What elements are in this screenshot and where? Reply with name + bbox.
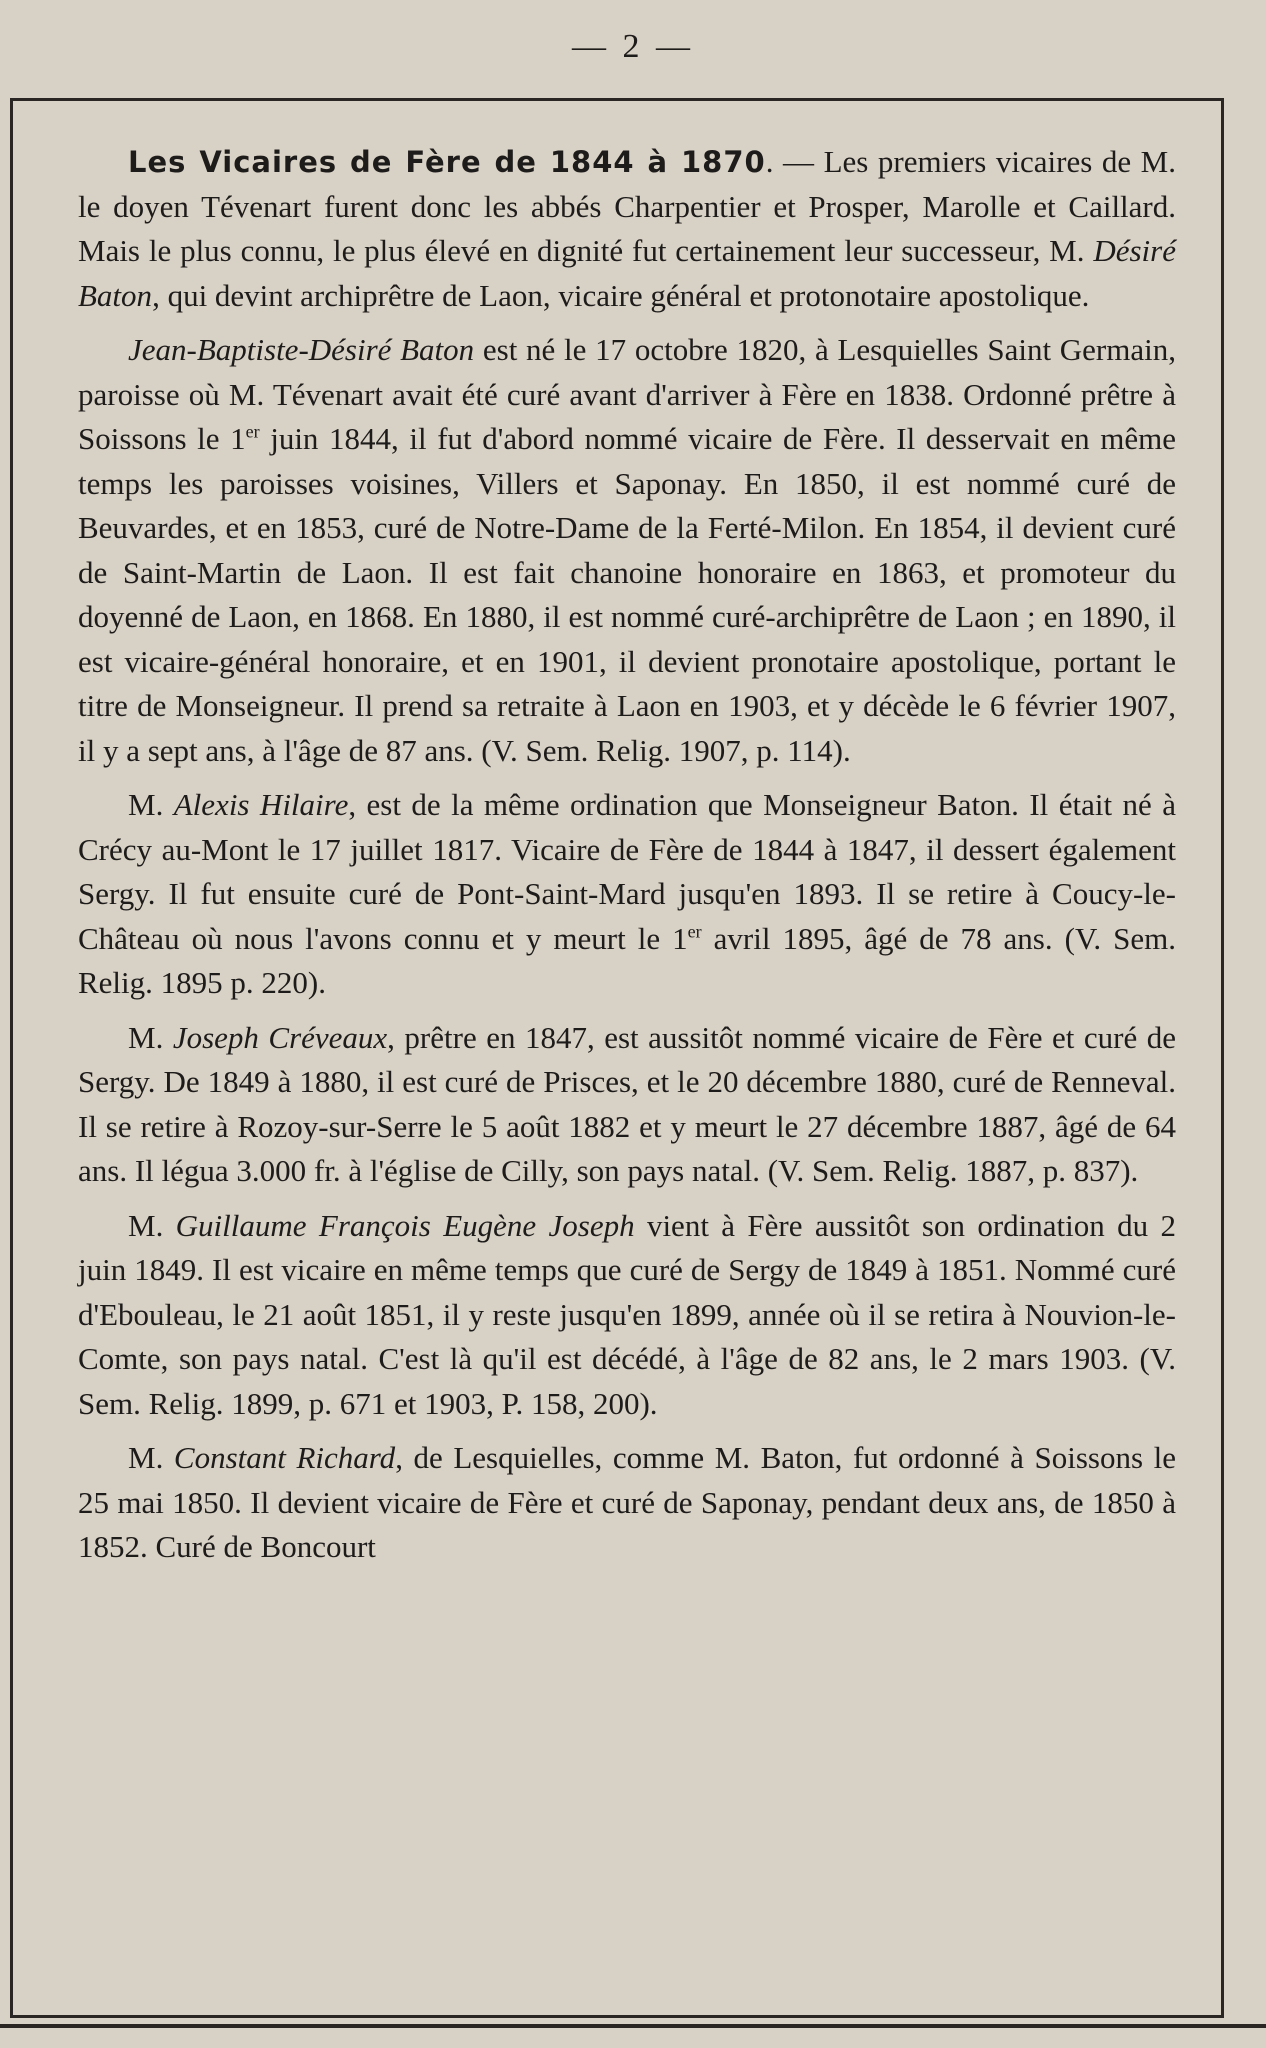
paragraph-richard [78,1436,1176,1570]
paragraph-hilaire [78,783,1176,1006]
creveaux-name: Joseph Créveaux [172,1019,388,1055]
creveaux-text: , prêtre en 1847, est aussitôt nommé vicaire de Fère et curé de Sergy. De 1849 à 1880, il est curé de Prisces, et le 20 décembre 1880, curé de Renneval. Il se retire à Rozoy-sur-Serre le 5 août 1882 et y meurt le 27 décembre 1887, âgé de 64 ans. Il légua 3.000 fr. à l'église de Cilly, son pays natal. (V. Sem. Relig. 1887, p. 837). [78,1019,1176,1188]
page-number: — 2 — [572,28,694,65]
guillaume-text: vient à Fère aussitôt son ordination du 2 juin 1849. Il est vicaire en même temps que curé de Sergy de 1849 à 1851. Nommé curé d'Ebouleau, le 21 août 1851, il y reste jusqu'en 1899, année où il se retira à Nouvion-le-Comte, son pays natal. C'est là qu'il est décédé, à l'âge de 82 ans, le 2 mars 1903. (V. Sem. Relig. 1899, p. 671 et 1903, P. 158, 200). [78,1207,1176,1421]
paragraph-creveaux [78,1016,1176,1194]
hilaire-text-a: , est de la même ordination que Monseigneur Baton. Il était né à Crécy au-Mont le 17 juillet 1817. Vicaire de Fère de 1844 à 1847, il dessert également Sergy. Il fut ensuite curé de Pont-Saint-Mard jusqu'en 1893. Il se retire à Coucy-le-Château où nous l'avons connu et y meurt le 1 [78,787,1176,956]
guillaume-prefix: M. [128,1207,176,1243]
hilaire-sup: er [687,921,702,942]
baton-text-b: juin 1844, il fut d'abord nommé vicaire de Fère. Il desservait en même temps les paroisses voisines, Villers et Saponay. En 1850, il est nommé curé de Beuvardes, et en 1853, curé de Notre-Dame de la Ferté-Milon. En 1854, il devient curé de Saint-Martin de Laon. Il est fait chanoine honoraire en 1863, et promoteur du doyenné de Laon, en 1868. En 1880, il est nommé curé-archiprêtre de Laon ; en 1890, il est vicaire-général honoraire, et en 1901, il devient pronotaire apostolique, portant le titre de Monseigneur. Il prend sa retraite à Laon en 1903, et y décède le 6 février 1907, il y a sept ans, à l'âge de 87 ans. (V. Sem. Relig. 1907, p. 114). [78,421,1176,768]
intro-name: Désiré Baton [78,233,1176,313]
guillaume-name: Guillaume François Eugène Joseph [175,1207,635,1243]
bottom-rule [0,2024,1266,2028]
section-heading: Les Vicaires de Fère de 1844 à 1870 [128,145,766,179]
intro-text-a: . — Les premiers vicaires de M. le doyen Tévenart furent donc les abbés Charpentier et Prosper, Marolle et Caillard. Mais le plus connu, le plus élevé en dignité fut certainement leur successeur, M. [78,144,1176,268]
hilaire-text-b: avril 1895, âgé de 78 ans. (V. Sem. Relig. 1895 p. 220). [78,920,1176,1000]
paragraph-intro [78,140,1176,318]
richard-name: Constant Richard [173,1440,396,1475]
hilaire-name: Alexis Hilaire [173,787,349,822]
hilaire-prefix: M. [128,787,174,822]
paragraph-baton [78,328,1176,773]
richard-text: , de Lesquielles, comme M. Baton, fut ordonné à Soissons le 25 mai 1850. Il devient vicaire de Fère et curé de Saponay, pendant deux ans, de 1850 à 1852. Curé de Boncourt [78,1440,1176,1564]
baton-name: Jean-Baptiste-Désiré Baton [128,332,475,367]
paragraph-guillaume [78,1204,1176,1427]
creveaux-prefix: M. [128,1019,173,1055]
baton-sup: er [245,421,260,442]
richard-prefix: M. [128,1440,174,1475]
intro-text-b: , qui devint archiprêtre de Laon, vicaire général et protonotaire apostolique. [152,277,1090,313]
baton-text-a: est né le 17 octobre 1820, à Lesquielles Saint Germain, paroisse où M. Tévenart avait été curé avant d'arriver à Fère en 1838. Ordonné prêtre à Soissons le 1 [78,332,1176,456]
document-body [78,140,1176,1580]
